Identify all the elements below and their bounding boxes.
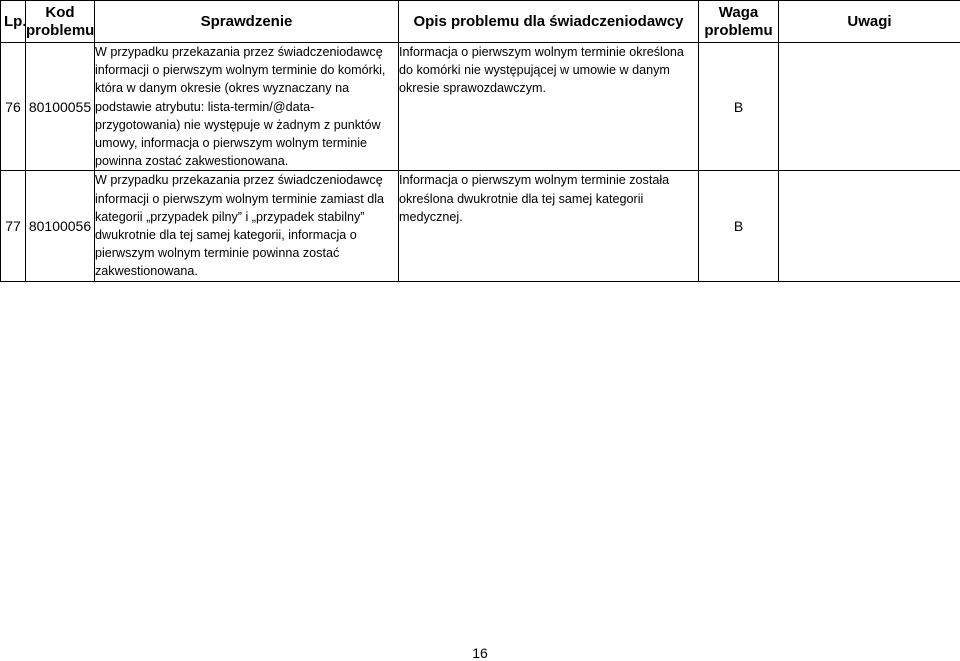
row-uwagi [779, 171, 960, 281]
row-kod: 80100056 [26, 171, 95, 281]
row-opis: Informacja o pierwszym wolnym terminie została określona dwukrotnie dla tej samej kategorii medycznej. [399, 171, 699, 281]
problems-table [0, 0, 960, 282]
row-uwagi [779, 43, 960, 171]
header-lp: Lp. [1, 1, 26, 43]
page-number: 16 [0, 645, 960, 661]
row-lp: 77 [1, 171, 26, 281]
header-uwagi: Uwagi [779, 1, 960, 43]
table-row [1, 43, 960, 171]
row-opis: Informacja o pierwszym wolnym terminie określona do komórki nie występującej w umowie w danym okresie sprawozdawczym. [399, 43, 699, 171]
header-opis: Opis problemu dla świadczeniodawcy [399, 1, 699, 43]
header-waga: Waga problemu [699, 1, 779, 43]
table-row [1, 171, 960, 281]
row-waga: B [699, 43, 779, 171]
row-lp: 76 [1, 43, 26, 171]
row-sprawdzenie: W przypadku przekazania przez świadczeniodawcę informacji o pierwszym wolnym terminie zamiast dla kategorii „przypadek pilny” i „przypadek stabilny” dwukrotnie dla tej samej kategorii, informacja o pierwszym wolnym terminie powinna zostać zakwestionowana. [95, 171, 399, 281]
row-waga: B [699, 171, 779, 281]
header-sprawdzenie: Sprawdzenie [95, 1, 399, 43]
row-kod: 80100055 [26, 43, 95, 171]
header-row [1, 1, 960, 43]
header-kod: Kod problemu [26, 1, 95, 43]
row-sprawdzenie: W przypadku przekazania przez świadczeniodawcę informacji o pierwszym wolnym terminie do komórki, która w danym okresie (okres wyznaczany na podstawie atrybutu: lista-termin/@data- przygotowania) nie występuje w żadnym z punktów umowy, informacja o pierwszym wolnym terminie powinna zostać zakwestionowana. [95, 43, 399, 171]
